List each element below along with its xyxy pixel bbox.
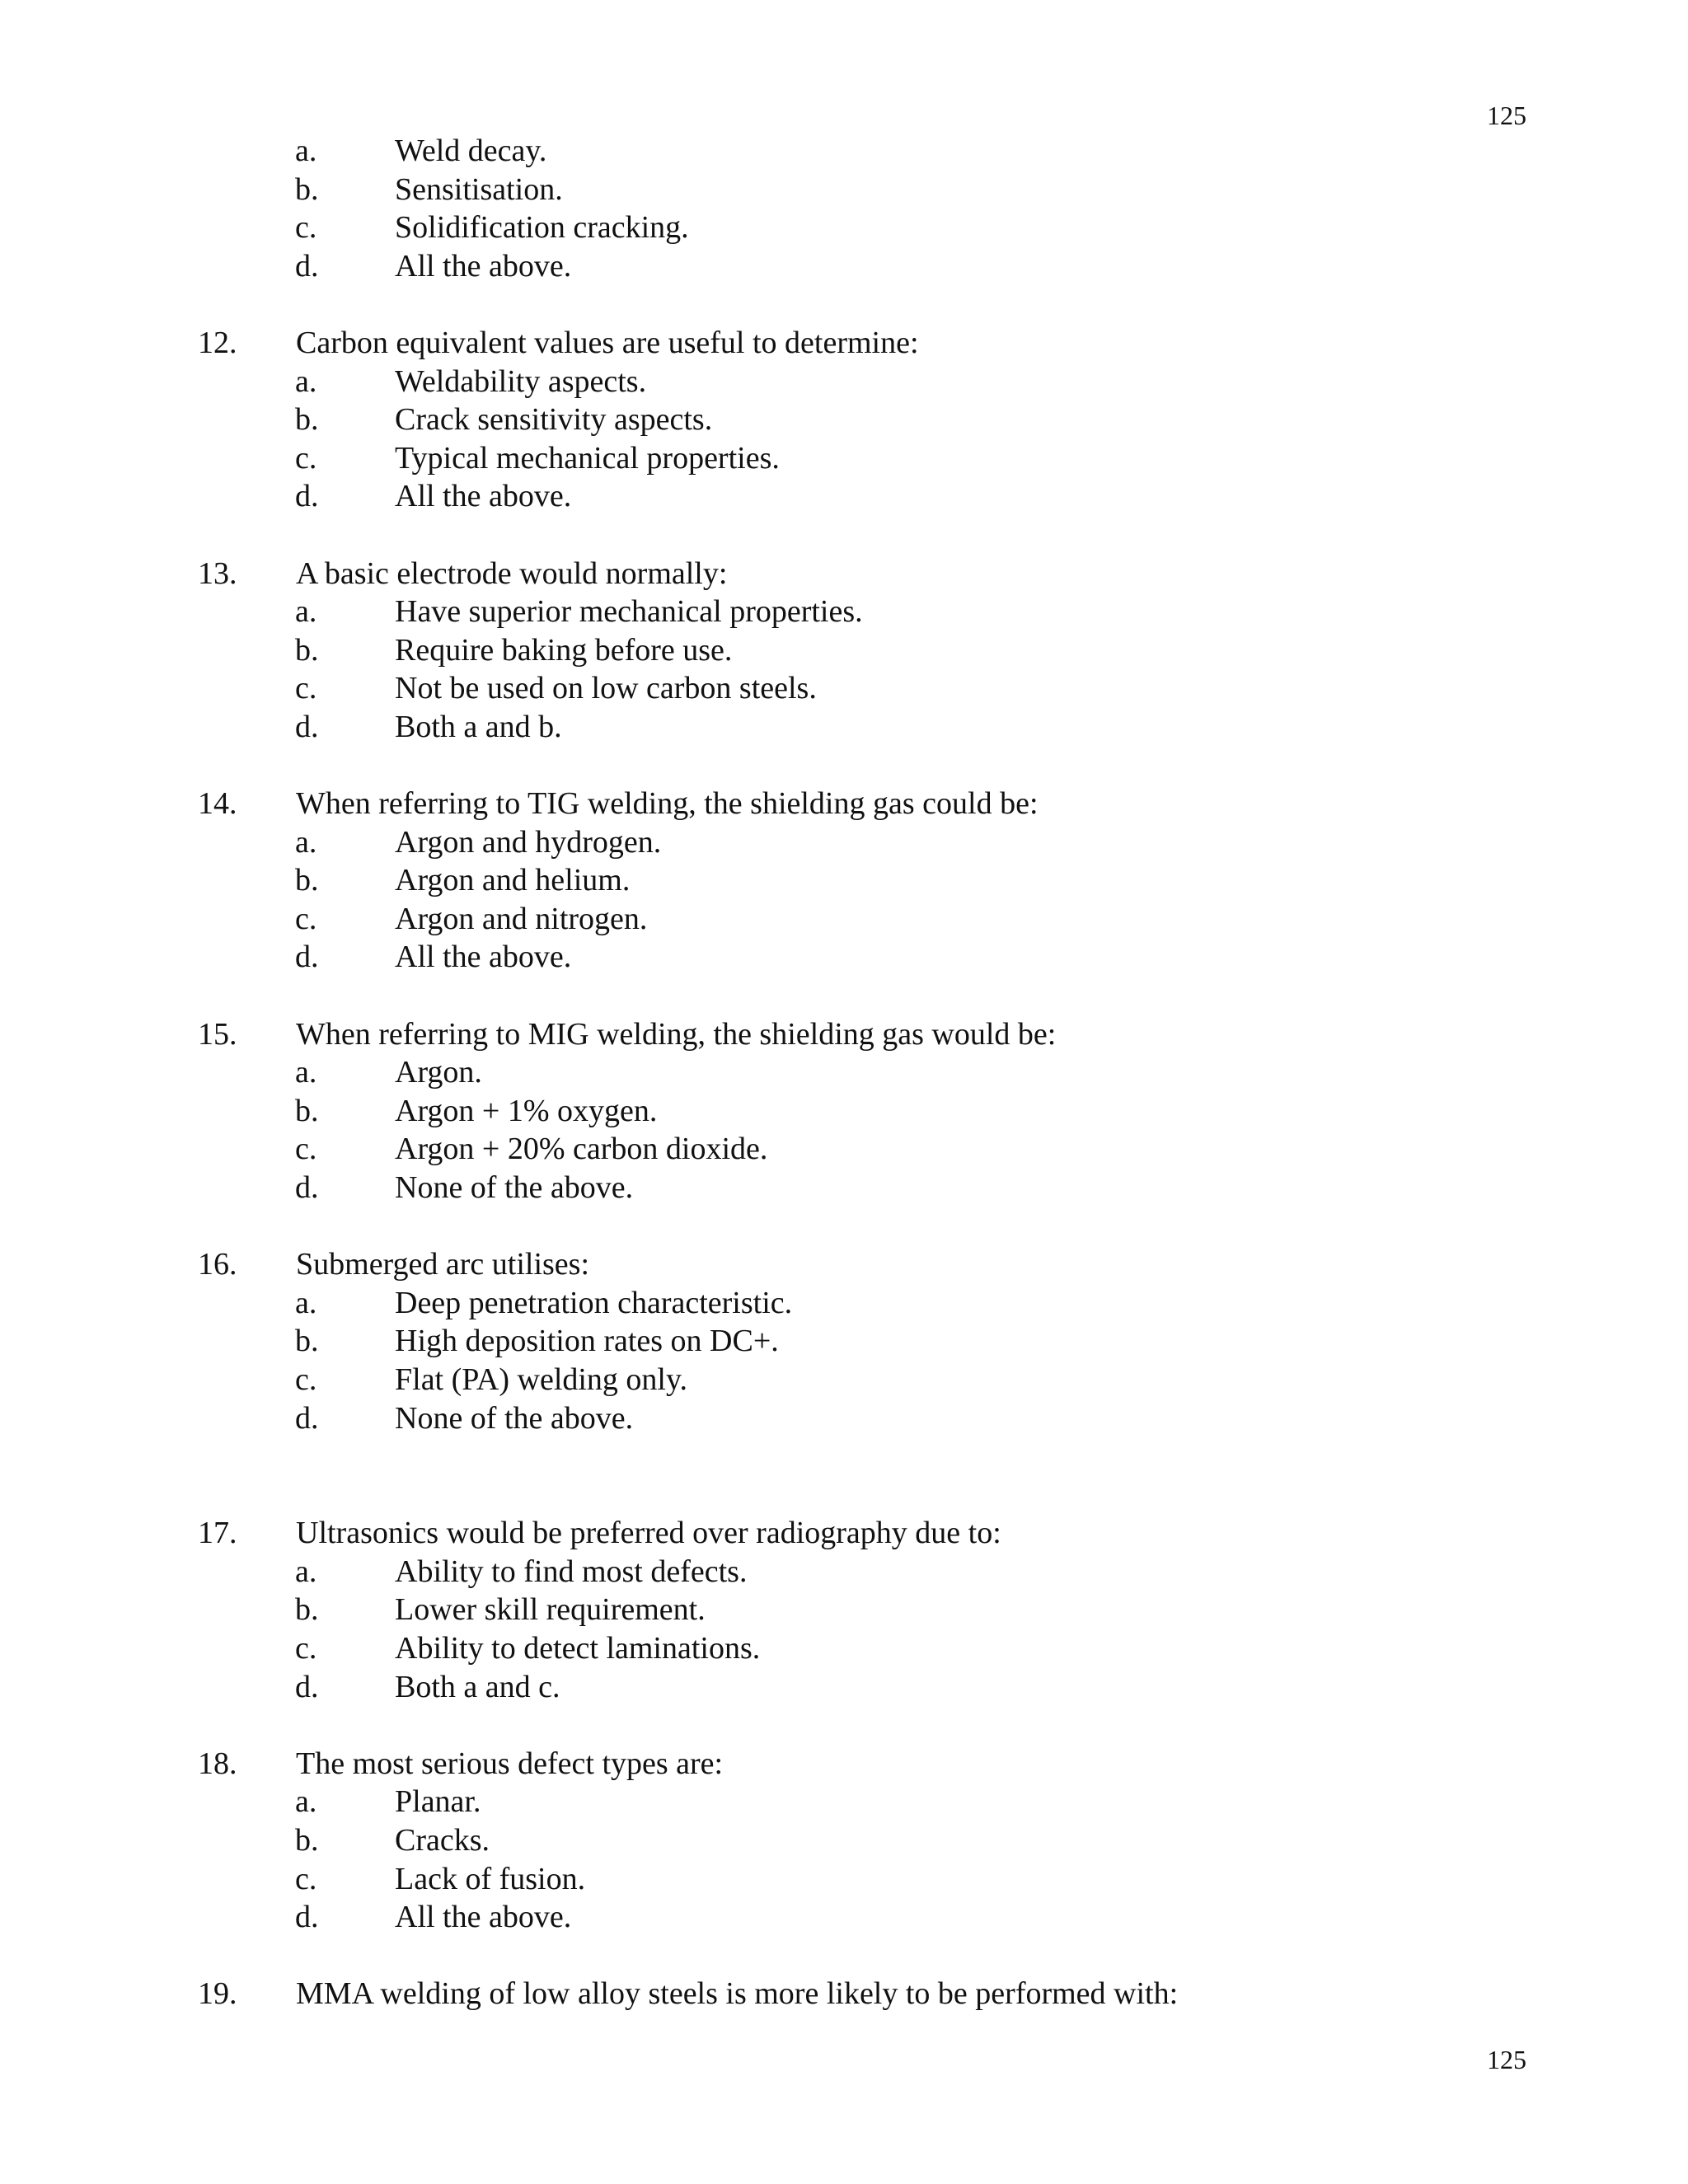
option-line <box>0 363 1688 401</box>
option-letter: a. <box>295 363 317 399</box>
option-letter: c. <box>295 1630 317 1666</box>
option-text: Weldability aspects. <box>395 363 647 399</box>
option-line <box>0 669 1688 708</box>
option-text: Argon and helium. <box>395 863 631 898</box>
option-line <box>0 708 1688 747</box>
option-letter: b. <box>295 1822 319 1858</box>
option-text: All the above. <box>395 1900 572 1935</box>
option-line <box>0 1053 1688 1092</box>
option-text: High deposition rates on DC+. <box>395 1324 779 1359</box>
option-text: Argon and hydrogen. <box>395 824 662 860</box>
option-text: Typical mechanical properties. <box>395 440 780 476</box>
option-line <box>0 1130 1688 1169</box>
question-line <box>0 555 1688 593</box>
option-letter: c. <box>295 440 317 476</box>
question-line <box>0 1975 1688 2013</box>
option-letter: d. <box>295 1400 319 1436</box>
option-text: Ability to detect laminations. <box>395 1630 761 1666</box>
option-line <box>0 900 1688 939</box>
option-text: Ability to find most defects. <box>395 1554 748 1589</box>
option-line <box>0 1361 1688 1399</box>
option-text: All the above. <box>395 479 572 514</box>
option-letter: c. <box>295 1132 317 1167</box>
option-letter: c. <box>295 1362 317 1397</box>
option-line <box>0 1860 1688 1899</box>
option-letter: d. <box>295 248 319 284</box>
option-letter: d. <box>295 940 319 975</box>
question-text: When referring to TIG welding, the shielding gas could be: <box>296 786 1039 822</box>
question-text: When referring to MIG welding, the shielding gas would be: <box>296 1016 1057 1052</box>
option-text: Not be used on low carbon steels. <box>395 671 817 706</box>
question-number: 13. <box>198 555 237 591</box>
option-letter: b. <box>295 863 319 898</box>
option-line <box>0 477 1688 516</box>
option-line <box>0 1668 1688 1707</box>
option-letter: b. <box>295 1324 319 1359</box>
question-line <box>0 324 1688 363</box>
option-text: All the above. <box>395 940 572 975</box>
option-text: Solidification cracking. <box>395 210 689 246</box>
option-letter: d. <box>295 1669 319 1704</box>
option-line <box>0 171 1688 209</box>
question-line <box>0 1245 1688 1284</box>
option-letter: b. <box>295 171 319 207</box>
option-line <box>0 401 1688 439</box>
option-line <box>0 1092 1688 1131</box>
question-text: Submerged arc utilises: <box>296 1247 590 1282</box>
question-text: A basic electrode would normally: <box>296 555 728 591</box>
question-line <box>0 1015 1688 1054</box>
question-number: 18. <box>198 1746 237 1781</box>
option-line <box>0 938 1688 977</box>
option-letter: c. <box>295 901 317 936</box>
option-line <box>0 823 1688 862</box>
option-line <box>0 1322 1688 1361</box>
page-number-bottom: 125 <box>1487 2045 1526 2074</box>
question-line <box>0 1514 1688 1553</box>
option-letter: d. <box>295 1900 319 1935</box>
option-letter: b. <box>295 402 319 438</box>
question-line <box>0 785 1688 823</box>
option-line <box>0 1169 1688 1207</box>
option-letter: b. <box>295 632 319 668</box>
option-letter: a. <box>295 594 317 630</box>
question-number: 15. <box>198 1016 237 1052</box>
option-line <box>0 1284 1688 1323</box>
option-text: Require baking before use. <box>395 632 733 668</box>
question-text: Carbon equivalent values are useful to determine: <box>296 325 919 360</box>
option-text: Lower skill requirement. <box>395 1592 706 1628</box>
option-letter: d. <box>295 709 319 744</box>
question-number: 14. <box>198 786 237 822</box>
option-letter: a. <box>295 824 317 860</box>
option-text: Lack of fusion. <box>395 1861 586 1896</box>
question-number: 12. <box>198 325 237 360</box>
option-line <box>0 1783 1688 1821</box>
option-line <box>0 1591 1688 1629</box>
question-text: The most serious defect types are: <box>296 1746 724 1781</box>
option-line <box>0 1399 1688 1438</box>
option-letter: a. <box>295 1784 317 1820</box>
option-text: Cracks. <box>395 1822 490 1858</box>
question-text: Ultrasonics would be preferred over radiography due to: <box>296 1516 1001 1551</box>
question-number: 16. <box>198 1247 237 1282</box>
question-list <box>0 132 1688 2013</box>
option-letter: b. <box>295 1592 319 1628</box>
option-letter: d. <box>295 479 319 514</box>
option-text: Both a and c. <box>395 1669 560 1704</box>
option-text: Argon + 20% carbon dioxide. <box>395 1132 768 1167</box>
option-text: All the above. <box>395 248 572 284</box>
question-number: 17. <box>198 1516 237 1551</box>
option-text: Planar. <box>395 1784 481 1820</box>
option-line <box>0 631 1688 670</box>
option-text: Have superior mechanical properties. <box>395 594 863 630</box>
option-text: Argon and nitrogen. <box>395 901 648 936</box>
option-line <box>0 1821 1688 1860</box>
option-text: Argon + 1% oxygen. <box>395 1093 658 1128</box>
option-text: Sensitisation. <box>395 171 563 207</box>
option-line <box>0 132 1688 171</box>
option-text: Weld decay. <box>395 134 547 168</box>
option-letter: d. <box>295 1170 319 1206</box>
option-letter: a. <box>295 1285 317 1320</box>
option-letter: c. <box>295 671 317 706</box>
option-text: None of the above. <box>395 1400 634 1436</box>
option-letter: a. <box>295 1055 317 1090</box>
option-letter: b. <box>295 1093 319 1128</box>
option-letter: c. <box>295 210 317 246</box>
option-text: None of the above. <box>395 1170 634 1206</box>
option-line <box>0 1553 1688 1591</box>
option-text: Flat (PA) welding only. <box>395 1362 688 1397</box>
option-line <box>0 247 1688 286</box>
page-number-top: 125 <box>1487 101 1526 130</box>
option-text: Deep penetration characteristic. <box>395 1285 793 1320</box>
option-line <box>0 1898 1688 1937</box>
option-line <box>0 1629 1688 1668</box>
question-text: MMA welding of low alloy steels is more likely to be performed with: <box>296 1976 1179 2012</box>
option-letter: c. <box>295 1861 317 1896</box>
question-line <box>0 1745 1688 1783</box>
option-text: Both a and b. <box>395 709 562 744</box>
option-text: Argon. <box>395 1055 482 1090</box>
option-text: Crack sensitivity aspects. <box>395 402 713 438</box>
option-letter: a. <box>295 134 317 168</box>
option-line <box>0 593 1688 631</box>
option-letter: a. <box>295 1554 317 1589</box>
option-line <box>0 209 1688 247</box>
question-number: 19. <box>198 1976 237 2012</box>
option-line <box>0 439 1688 478</box>
option-line <box>0 861 1688 900</box>
